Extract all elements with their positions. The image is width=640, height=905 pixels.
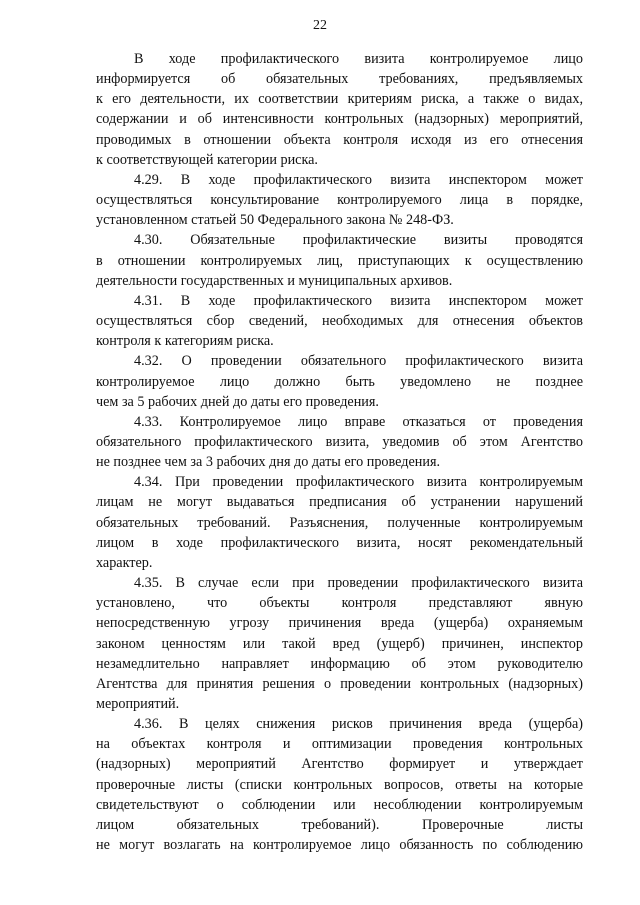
- text-line: информируется об обязательных требованиях, предъявляемых: [96, 71, 583, 88]
- text-line: лицам не могут выдаваться предписания об устранении нарушений: [96, 494, 583, 511]
- text-line: 4.32. О проведении обязательного профилактического визита: [134, 353, 583, 370]
- text-line: лицом обязательных требований). Проверочные листы: [96, 816, 583, 833]
- text-line: 4.35. В случае если при проведении профилактического визита: [134, 575, 583, 592]
- text-line: в отношении контролируемых лиц, приступающих к осуществлению: [96, 252, 583, 269]
- text-line: не позднее чем за 3 рабочих дня до даты его проведения.: [96, 454, 441, 471]
- text-line: осуществляться сбор сведений, необходимых для отнесения объектов: [96, 313, 583, 330]
- paragraph: [96, 351, 583, 411]
- text-line: 4.30. Обязательные профилактические визиты проводятся: [134, 232, 583, 249]
- text-line: контролируемое лицо должно быть уведомлено не позднее: [96, 373, 583, 390]
- text-line: установленном статьей 50 Федерального закона № 248-ФЗ.: [96, 212, 454, 229]
- text-line: 4.31. В ходе профилактического визита инспектором может: [134, 292, 583, 309]
- text-line: непосредственную угрозу причинения вреда (ущерба) охраняемым: [96, 615, 583, 632]
- paragraph: [96, 230, 583, 290]
- text-line: мероприятий.: [96, 696, 180, 712]
- text-line: незамедлительно направляет информацию об этом руководителю: [96, 655, 583, 672]
- text-line: 4.29. В ходе профилактического визита инспектором может: [134, 171, 583, 188]
- text-line: лицом в ходе профилактического визита, носят рекомендательный: [96, 534, 583, 551]
- text-line: Агентства для принятия решения о проведении контрольных (надзорных): [96, 675, 583, 692]
- paragraph: [96, 170, 583, 230]
- text-line: не могут возлагать на контролируемое лицо обязанность по соблюдению: [96, 837, 583, 854]
- paragraph: [96, 412, 583, 472]
- text-line: содержании и об интенсивности контрольных (надзорных) мероприятий,: [96, 111, 583, 128]
- text-line: осуществляться консультирование контролируемого лица в порядке,: [96, 192, 583, 209]
- text-line: на объектах контроля и оптимизации проведения контрольных: [96, 736, 583, 753]
- page-number: 22: [313, 18, 327, 33]
- text-line: установлено, что объекты контроля представляют явную: [96, 595, 583, 612]
- text-line: к соответствующей категории риска.: [96, 151, 318, 168]
- paragraph: [96, 472, 583, 573]
- text-line: В ходе профилактического визита контролируемое лицо: [134, 51, 583, 67]
- text-line: деятельности государственных и муниципальных архивов.: [96, 272, 453, 289]
- paragraph: [96, 573, 583, 714]
- text-line: законом ценностям или такой вред (ущерб) причинен, инспектор: [96, 635, 583, 652]
- text-line: характер.: [96, 554, 153, 571]
- text-line: свидетельствуют о соблюдении или несоблюдении контролируемым: [96, 796, 583, 813]
- text-line: контроля к категориям риска.: [96, 333, 274, 350]
- text-line: 4.36. В целях снижения рисков причинения вреда (ущерба): [134, 716, 583, 733]
- paragraph: [96, 49, 583, 170]
- text-line: проверочные листы (списки контрольных вопросов, ответы на которые: [96, 776, 583, 793]
- text-line: проводимых в отношении объекта контроля исходя из его отнесения: [96, 131, 583, 148]
- text-line: чем за 5 рабочих дней до даты его проведения.: [96, 393, 379, 410]
- paragraph: [96, 291, 583, 351]
- text-line: 4.33. Контролируемое лицо вправе отказаться от проведения: [134, 413, 583, 430]
- text-line: к его деятельности, их соответствии критериям риска, а также о видах,: [96, 91, 583, 108]
- document-body: [96, 49, 583, 855]
- text-line: обязательных требований. Разъяснения, полученные контролируемым: [96, 514, 583, 531]
- paragraph: [96, 714, 583, 855]
- text-line: обязательного профилактического визита, уведомив об этом Агентство: [96, 433, 583, 450]
- text-line: 4.34. При проведении профилактического визита контролируемым: [134, 474, 583, 491]
- text-line: (надзорных) мероприятий Агентство формирует и утверждает: [96, 756, 583, 773]
